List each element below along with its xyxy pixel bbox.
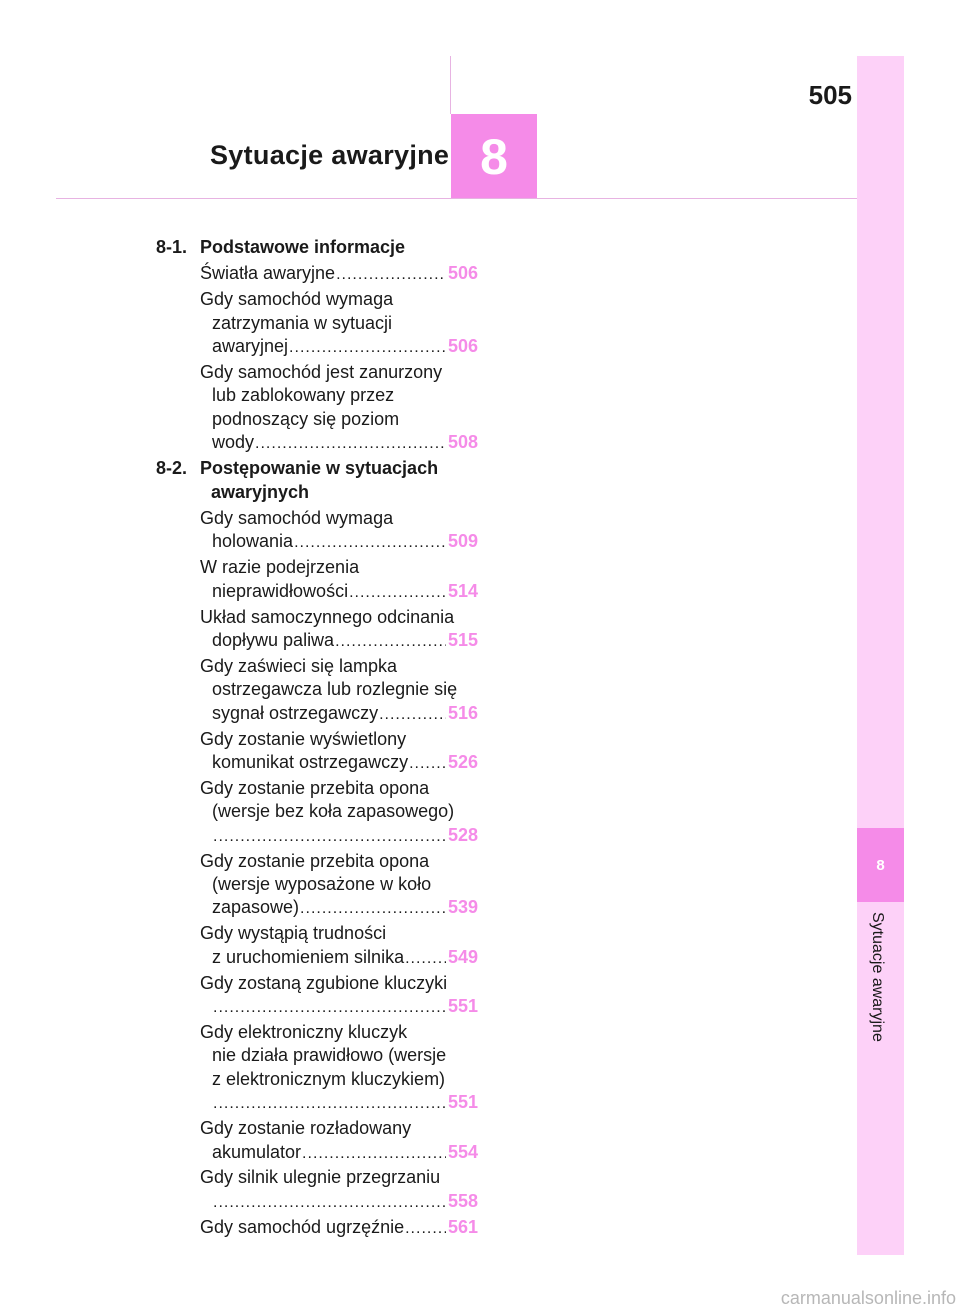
page-reference[interactable]: 551 bbox=[447, 1092, 478, 1113]
entry-text-line: Światła awaryjne bbox=[200, 263, 336, 284]
entry-text-line: Gdy samochód wymaga bbox=[200, 289, 394, 310]
toc-entry[interactable] bbox=[200, 606, 478, 654]
dot-leader bbox=[336, 263, 446, 286]
page-reference[interactable]: 506 bbox=[447, 263, 478, 284]
section-title: Postępowanie w sytuacjach awaryjnych bbox=[200, 458, 439, 502]
section-heading[interactable] bbox=[156, 236, 478, 259]
entry-text-line: Gdy zostaną zgubione kluczyki bbox=[200, 972, 448, 993]
entry-text-line: Gdy zaświeci się lampka bbox=[200, 655, 398, 676]
page-reference[interactable]: 551 bbox=[447, 996, 478, 1017]
page-reference[interactable]: 508 bbox=[447, 432, 478, 453]
dot-leader bbox=[405, 947, 446, 970]
entry-text-line: Gdy elektroniczny kluczyk bbox=[200, 1022, 408, 1042]
page-reference[interactable]: 561 bbox=[447, 1216, 478, 1237]
dot-leader bbox=[213, 1191, 446, 1214]
entry-text-line: Gdy zostanie przebita opona bbox=[200, 777, 430, 798]
dot-leader bbox=[255, 432, 446, 455]
toc-section bbox=[156, 236, 478, 456]
entry-text-line: zapasowe) bbox=[212, 897, 300, 918]
dot-leader bbox=[335, 630, 446, 653]
dot-leader bbox=[300, 897, 446, 920]
entry-text-line: akumulator bbox=[212, 1141, 302, 1162]
page-reference[interactable]: 528 bbox=[447, 824, 478, 845]
section-number: 8-2. bbox=[156, 458, 188, 479]
toc-entry[interactable] bbox=[200, 655, 478, 726]
page-reference[interactable]: 515 bbox=[447, 630, 478, 650]
page-reference[interactable]: 526 bbox=[447, 752, 478, 773]
dot-leader bbox=[213, 996, 446, 1019]
toc-entry[interactable] bbox=[200, 850, 478, 921]
entry-text-line: nieprawidłowości bbox=[212, 580, 349, 601]
dot-leader bbox=[213, 825, 446, 848]
entry-text-line: Gdy zostanie wyświetlony bbox=[200, 728, 407, 749]
entry-text-line: Gdy zostanie rozładowany bbox=[200, 1118, 412, 1139]
entry-text-line: ostrzegawcza lub rozlegnie się bbox=[212, 679, 458, 700]
entry-text-line: holowania bbox=[212, 531, 294, 552]
toc-section bbox=[156, 457, 478, 1240]
entry-text-line: Gdy wystąpią trudności bbox=[200, 923, 387, 944]
entry-text-line: podnoszący się poziom bbox=[212, 408, 400, 429]
side-tab-label: Sytuacje awaryjne bbox=[869, 912, 886, 1042]
entry-text-line: z uruchomieniem silnika bbox=[212, 946, 405, 967]
entry-text-line: sygnał ostrzegawczy bbox=[212, 702, 379, 723]
entry-text-line: (wersje wyposażone w koło bbox=[212, 874, 432, 895]
page-reference[interactable]: 549 bbox=[447, 946, 478, 967]
table-of-contents bbox=[156, 236, 478, 1242]
side-strip bbox=[857, 56, 904, 1255]
toc-entry[interactable] bbox=[200, 1166, 478, 1214]
entry-text-line: Układ samoczynnego odcinania bbox=[200, 606, 455, 627]
page-reference[interactable]: 509 bbox=[447, 531, 478, 552]
dot-leader bbox=[349, 581, 446, 604]
toc-entry[interactable] bbox=[200, 777, 478, 848]
toc-entry[interactable] bbox=[200, 1216, 478, 1240]
side-tab-number[interactable]: 8 bbox=[857, 828, 904, 902]
entry-text-line: nie działa prawidłowo (wersje bbox=[212, 1045, 447, 1066]
entry-text-line: Gdy zostanie przebita opona bbox=[200, 850, 430, 871]
toc-entry[interactable] bbox=[200, 922, 478, 970]
section-title: Podstawowe informacje bbox=[200, 237, 406, 257]
toc-entry[interactable] bbox=[200, 507, 478, 555]
toc-entry[interactable] bbox=[200, 972, 478, 1020]
toc-entry[interactable] bbox=[200, 1021, 478, 1116]
page-reference[interactable]: 558 bbox=[447, 1190, 478, 1211]
entry-text-line: Gdy samochód jest zanurzony bbox=[200, 362, 443, 383]
chapter-number-box: 8 bbox=[451, 114, 537, 199]
toc-entry[interactable] bbox=[200, 288, 478, 359]
entry-text-line: komunikat ostrzegawczy bbox=[212, 752, 409, 773]
chapter-title: Sytuacje awaryjne bbox=[210, 140, 450, 170]
entry-text-line: awaryjnej bbox=[212, 336, 289, 357]
entry-text-line: zatrzymania w sytuacji bbox=[212, 312, 393, 333]
entry-text-line: W razie podejrzenia bbox=[200, 557, 360, 578]
page-reference[interactable]: 506 bbox=[447, 336, 478, 357]
dot-leader bbox=[409, 752, 446, 775]
toc-entry[interactable] bbox=[200, 262, 478, 286]
section-number: 8-1. bbox=[156, 237, 188, 257]
dot-leader bbox=[289, 336, 446, 359]
page-reference[interactable]: 554 bbox=[447, 1141, 478, 1162]
dot-leader bbox=[213, 1092, 446, 1115]
entry-text-line: wody bbox=[212, 432, 255, 453]
entry-text-line: (wersje bez koła zapasowego) bbox=[212, 801, 455, 822]
dot-leader bbox=[294, 531, 446, 554]
toc-entry[interactable] bbox=[200, 1117, 478, 1165]
page-reference[interactable]: 516 bbox=[447, 702, 478, 723]
entry-text-line: Gdy samochód ugrzęźnie bbox=[200, 1216, 405, 1237]
entry-text-line: dopływu paliwa bbox=[212, 630, 335, 650]
entry-text-line: Gdy silnik ulegnie przegrzaniu bbox=[200, 1167, 441, 1188]
header-divider-vertical bbox=[450, 56, 451, 114]
entry-text-line: lub zablokowany przez bbox=[212, 385, 395, 406]
toc-entry[interactable] bbox=[200, 728, 478, 776]
dot-leader bbox=[302, 1142, 446, 1165]
footer-watermark: carmanualsonline.info bbox=[780, 1288, 956, 1308]
dot-leader bbox=[379, 703, 446, 726]
header-rule bbox=[56, 198, 857, 199]
entry-text-line: Gdy samochód wymaga bbox=[200, 507, 394, 528]
page-number: 505 bbox=[808, 80, 852, 110]
toc-entry[interactable] bbox=[200, 361, 478, 456]
dot-leader bbox=[405, 1217, 446, 1240]
entry-text-line: z elektronicznym kluczykiem) bbox=[212, 1068, 446, 1089]
page-reference[interactable]: 539 bbox=[447, 897, 478, 918]
page-reference[interactable]: 514 bbox=[447, 580, 478, 601]
toc-entry[interactable] bbox=[200, 556, 478, 604]
section-heading[interactable] bbox=[156, 457, 478, 504]
